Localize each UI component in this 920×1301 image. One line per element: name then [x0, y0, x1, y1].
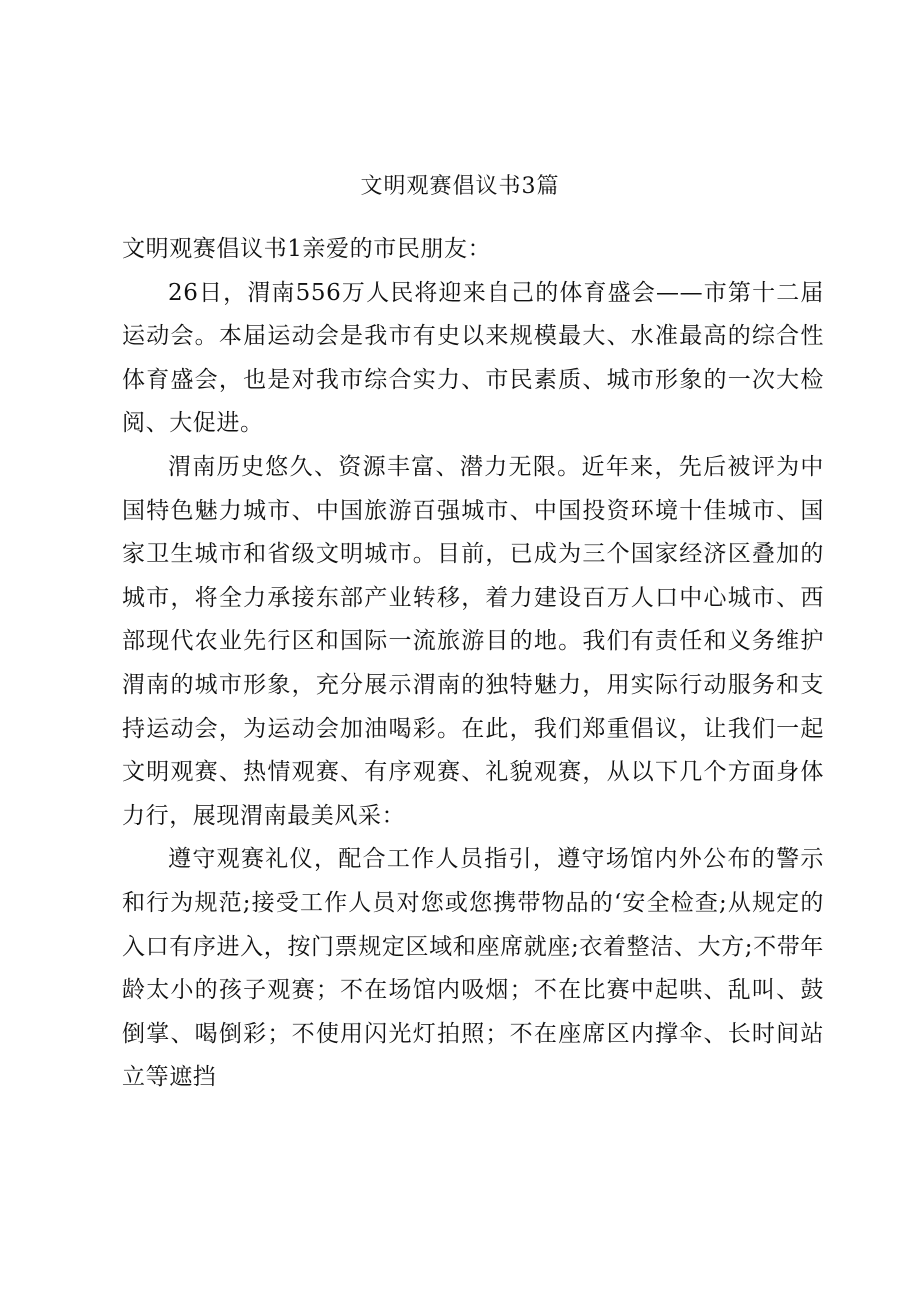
body-paragraph-intro: 26日，渭南556万人民将迎来自己的体育盛会——市第十二届运动会。本届运动会是我市有史以来规模最大、水准最高的综合性体育盛会，也是对我市综合实力、市民素质、城市形象的一次大检阅、大促进。 [122, 279, 824, 437]
body-paragraph-etiquette: 遵守观赛礼仪，配合工作人员指引，遵守场馆内外公布的警示和行为规范;接受工作人员对您或您携带物品的‘安全检查;从规定的入口有序进入，按门票规定区域和座席就座;衣着整洁、大方;不带年龄太小的孩子观赛；不在场馆内吸烟；不在比赛中起哄、乱叫、鼓倒掌、喝倒彩；不使用闪光灯拍照；不在座席区内撑伞、长时间站立等遮挡 [122, 846, 824, 1091]
body-paragraph-city: 渭南历史悠久、资源丰富、潜力无限。近年来，先后被评为中国特色魅力城市、中国旅游百强城市、中国投资环境十佳城市、国家卫生城市和省级文明城市。目前，已成为三个国家经济区叠加的城市，将全力承接东部产业转移，着力建设百万人口中心城市、西部现代农业先行区和国际一流旅游目的地。我们有责任和义务维护渭南的城市形象，充分展示渭南的独特魅力，用实际行动服务和支持运动会，为运动会加油喝彩。在此，我们郑重倡议，让我们一起文明观赛、热情观赛、有序观赛、礼貌观赛，从以下几个方面身体力行，展现渭南最美风采： [122, 453, 824, 829]
salutation-paragraph: 文明观赛倡议书1亲爱的市民朋友： [122, 236, 492, 262]
document-body [122, 228, 824, 1100]
document-title: 文明观赛倡议书3篇 [360, 174, 560, 199]
